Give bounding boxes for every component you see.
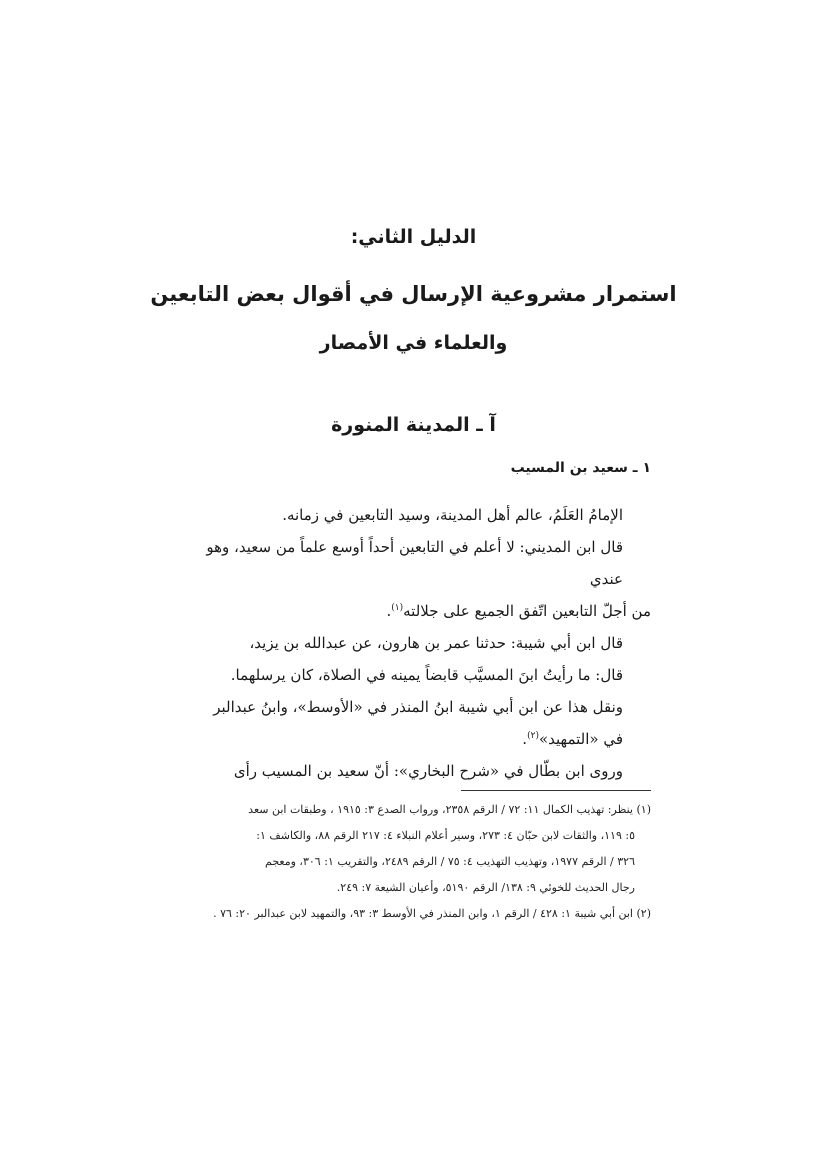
text: . [522, 730, 528, 748]
chapter-title-line-1: استمرار مشروعية الإرسال في أقوال بعض التابعين [150, 282, 677, 306]
paragraph-line: قال: ما رأيتُ ابنَ المسيَّب قابضاً يمينه في الصلاة، كان يرسلهما. [230, 666, 623, 684]
text: في «التمهيد» [538, 730, 623, 748]
heading-second-evidence: الدليل الثاني: [350, 226, 477, 248]
paragraph-line [178, 723, 623, 755]
text: من أجلّ التابعين اتّفق الجميع على جلالته [403, 602, 651, 620]
entry-title: ١ ـ سعيد بن المسيب [510, 460, 651, 476]
chapter-title-line-2: والعلماء في الأمصار [319, 332, 508, 354]
paragraph-line: ونقل هذا عن ابن أبي شيبة ابنُ المنذر في «الأوسط»، وابنُ عبدالبر [213, 698, 623, 716]
section-heading: آ ـ المدينة المنورة [331, 414, 496, 436]
footnote-1-continued: رجال الحديث للخوئي ٩: ١٣٨/ الرقم ٥١٩٠، وأعيان الشيعة ٧: ٢٤٩. [336, 881, 635, 894]
footnotes [176, 797, 651, 927]
footnote-1-continued: ٣٢٦ / الرقم ١٩٧٧، وتهذيب التهذيب ٤: ٧٥ / الرقم ٢٤٨٩، والتقريب ١: ٣٠٦، ومعجم [265, 855, 635, 868]
paragraph: قال ابن المديني: لا أعلم في التابعين أحداً أوسع علماً من سعيد، وهو عندي [206, 538, 623, 588]
footnote-1: (١) ينظر: تهذيب الكمال ١١: ٧٢ / الرقم ٢٣٥٨، ورواب الصدع ٣: ١٩١٥ ، وطبقات ابن سعد [248, 803, 651, 816]
footnote-ref: (٢) [527, 731, 539, 741]
paragraph-line: وروى ابن بطّال في «شرح البخاري»: أنّ سعيد بن المسيب رأى [233, 762, 623, 780]
paragraph: الإمامُ العَلَمُ، عالم أهل المدينة، وسيد التابعين في زمانه. [282, 506, 623, 524]
text: . [386, 602, 392, 620]
footnote-1-continued: ٥: ١١٩، والثقات لابن حبّان ٤: ٢٧٣، وسير أعلام النبلاء ٤: ٢١٧ الرقم ٨٨، والكاشف ١: [256, 829, 635, 842]
footnote-2: (٢) ابن أبي شيبة ١: ٤٢٨ / الرقم ١، وابن المنذر في الأوسط ٣: ٩٣، والتمهيد لابن عبدالبر ٢٠: ٧٦ . [213, 907, 651, 920]
paragraph-line [176, 595, 651, 627]
footnote-divider [461, 790, 651, 791]
body-text [176, 499, 651, 787]
paragraph-line: قال ابن أبي شيبة: حدثنا عمر بن هارون، عن عبدالله بن يزيد، [249, 634, 623, 652]
footnote-ref: (١) [391, 603, 404, 613]
